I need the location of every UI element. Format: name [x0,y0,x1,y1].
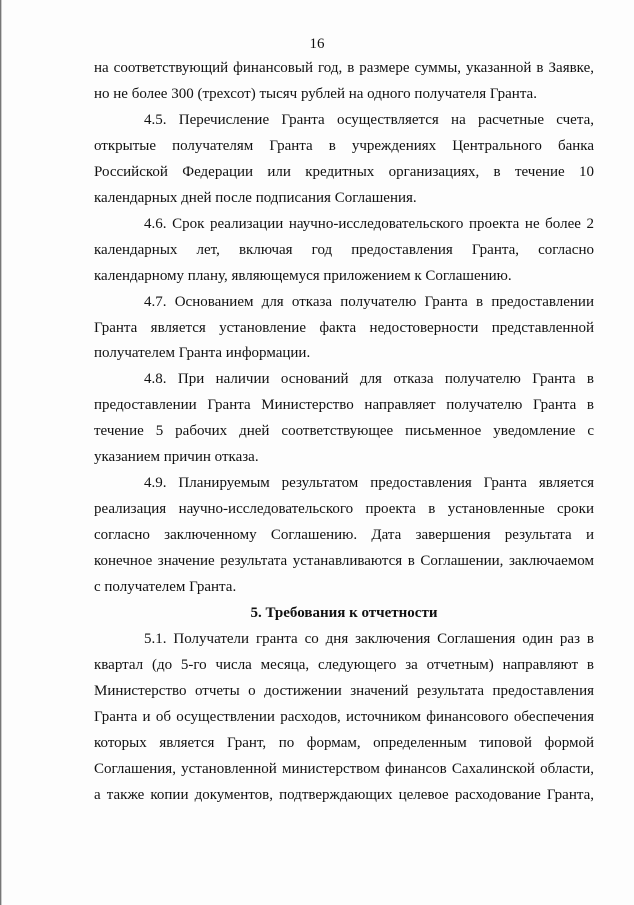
scan-edge [0,0,2,905]
paragraph-line: указанием причин отказа. [94,449,259,466]
paragraph-line: 5.1. Получатели гранта со дня заключения Соглашения один раз в [144,630,594,647]
paragraph-line: 4.6. Срок реализации научно-исследовательского проекта не более 2 [144,215,594,232]
paragraph-line: календарных лет, включая год предоставления Гранта, согласно [94,241,594,258]
paragraph-line: реализация научно-исследовательского проекта в установленные сроки [94,501,594,518]
paragraph-line: 4.5. Перечисление Гранта осуществляется на расчетные счета, [144,111,594,128]
paragraph-line: но не более 300 (трехсот) тысяч рублей на одного получателя Гранта. [94,85,537,102]
paragraph-line: течение 5 рабочих дней соответствующее письменное уведомление с [94,423,594,440]
page-number: 16 [309,36,325,52]
document-body [94,56,594,809]
paragraph-line: которых является Грант, по формам, определенным типовой формой [94,734,594,751]
paragraph-line: календарных дней после подписания Соглашения. [94,189,417,206]
paragraph-line: квартал (до 5-го числа месяца, следующего за отчетным) направляют в [94,656,594,673]
paragraph-line: с получателем Гранта. [94,579,237,596]
paragraph-line: согласно заключенному Соглашению. Дата завершения результата и [94,527,594,544]
paragraph-line: Соглашения, установленной министерством финансов Сахалинской области, [94,760,594,777]
paragraph-line: Министерство отчеты о достижении значений результата предоставления [94,682,594,699]
paragraph-line: конечное значение результата устанавливаются в Соглашении, заключаемом [94,553,594,570]
paragraph-line: получателем Гранта информации. [94,345,311,362]
paragraph-line: предоставлении Гранта Министерство направляет получателю Гранта в [94,397,594,414]
paragraph-line: календарному плану, являющемуся приложением к Соглашению. [94,267,512,284]
paragraph-line: Гранта является установление факта недостоверности представленной [94,319,594,336]
paragraph-line: 4.9. Планируемым результатом предоставления Гранта является [144,475,594,492]
paragraph-line: 4.7. Основанием для отказа получателю Гранта в предоставлении [144,293,594,310]
paragraph-line: а также копии документов, подтверждающих целевое расходование Гранта, [94,786,594,803]
paragraph-line: Российской Федерации или кредитных организациях, в течение 10 [94,163,594,180]
paragraph-line: на соответствующий финансовый год, в размере суммы, указанной в Заявке, [94,60,594,76]
section-heading: 5. Требования к отчетности [250,605,438,622]
paragraph-line: открытые получателям Гранта в учреждениях Центрального банка [94,137,594,154]
paragraph-line: 4.8. При наличии оснований для отказа получателю Гранта в [144,371,594,388]
paragraph-line: Гранта и об осуществлении расходов, источником финансового обеспечения [94,708,594,725]
